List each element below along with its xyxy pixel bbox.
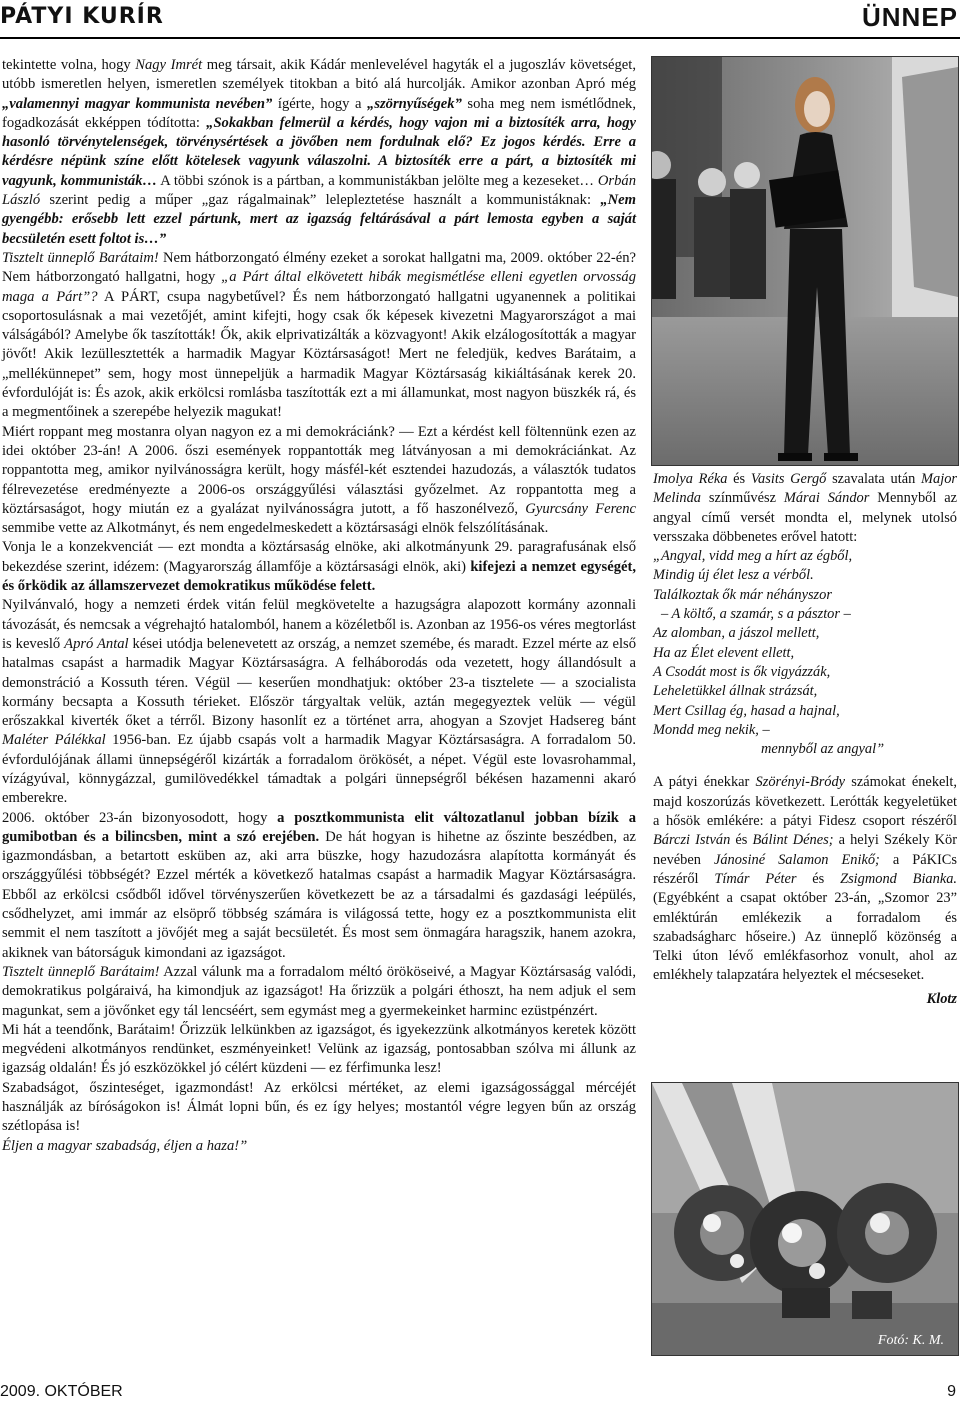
paragraph-3	[2, 423, 636, 539]
text: A pátyi énekkar	[653, 774, 756, 791]
poem-line: Mert Csillag ég, hasad a hajnal,	[653, 702, 840, 719]
report-body	[653, 773, 957, 985]
text: a PáKICs részéről	[653, 851, 958, 887]
paragraph-4	[2, 538, 636, 596]
text: számokat énekelt, majd koszorúzás következett. Lerótták kegyeletüket a hősök emlékére: a pátyi Fidesz csoport részéről	[653, 774, 957, 830]
paragraph-10	[2, 1137, 636, 1156]
person-name: Bálint Dénes;	[752, 832, 834, 849]
person-name: Gyurcsány Ferenc	[525, 500, 636, 517]
text: a helyi Székely Kör nevében	[653, 832, 958, 868]
photo-credit: Fotó: K. M.	[877, 1333, 944, 1348]
poem-line: Találkoztak ők már néhányszor	[653, 586, 832, 603]
section-title: ÜNNEP	[861, 2, 958, 32]
text: Mi hát a teendőnk, Barátaim! Őrizzük lelkünkben az igazságot, és igyekezzünk alkotmányos keretek között megvédeni alkotmányos rendünket, eszményeinket! Velünk az igazság, pontosabban szólva mi állunk az igazság oldalán! És jó eszközökkel jó célért küzdeni — ez férfimunka lesz!	[2, 1021, 636, 1077]
person-name: Jánosiné Salamon Enikő;	[713, 851, 880, 868]
text: meg társait, akik Kádár menlevelével hagyták el a jugoszláv követséget, utóbb ismeretlen helyen, ismeretlen személyek titokban a bitó alá hurcolják. Amikor azonban Apró még	[2, 57, 636, 93]
poem-line: Ha az Élet elevent ellett,	[653, 644, 795, 661]
quote: „valamennyi magyar kommunista nevében”	[2, 95, 273, 112]
text: Nyilvánvaló, hogy a nemzeti érdek vitán felül megkövetelte a hazugságra alapozott kormány azonnali távozását, és nemcsak a végrehajtó hatalomból, hanem a közéletből is. Azonban az 1956-os véres megtorlást is keveslő	[2, 597, 636, 652]
wreath-photo-image	[652, 1083, 958, 1355]
quote: „Nem gyengébb: erősebb lett ezzel pártunk, mert az igazság feltárásával a párt lemosta egyben a saját becsületén esett foltot is…”	[2, 192, 636, 247]
person-name: Szörényi-Bródy	[755, 774, 846, 791]
paragraph-5	[2, 596, 636, 808]
text: A PÁRT, csupa nagybetűvel? És nem hátborzongató hallgatni ugyanennek a politikai csoportosulásnak a mai vezetőjét, amint kifejti, hogy csak ők képesek kivezetni Magyarországot a mai válságából? Amelybe ők taszították! Ők, akik elprivatizálták a közvagyont! Akik elzálogosították a magyar jövőt! Akik lezüllesztették a harmadik Magyar Köztársaságot! Mert ne feledjük, kedves Barátaim, a „mellékünnepet” sem, hogy most ünnepeljük a harmadik Magyar Köztársaság kikiáltásának kerek 20. évfordulóját is: És azok, akik erkölcsi romlásba taszították ezt a mi államunkat, most nagyon büszkék rá, és a megmentőinek a szerepébe helyezik magukat!	[2, 288, 636, 421]
text: és	[727, 471, 751, 487]
text: (Egyébként a csapat október 23-án, „Szomor 23” emléktúrán emlékezik a forradalom és szabadságharc hőseire.) Az ünneplő közönség a Telki úton lévő emlékfasorhoz vonult, ahol az emlékhely talapzatára helyeztek el mécseseket.	[653, 890, 957, 984]
poem-line: Mondd meg nekik, –	[653, 721, 770, 738]
text: A többi szónok is a pártban, a kommunistákban jelölte meg a kezeseket…	[157, 172, 598, 189]
paragraph-8	[2, 1021, 636, 1079]
header-rule	[0, 37, 960, 39]
wreath-photo	[651, 1082, 959, 1356]
text: Nem hátborzongató élmény ezeket a sorokat hallgatni ma, 2009. október 22-én? Nem hátborzongató hallgatni, hogy	[2, 249, 637, 286]
text: 2006. október 23-án bizonyosodott, hogy	[2, 809, 278, 826]
person-name: Apró Antal	[64, 635, 129, 652]
text: szavalata után	[826, 471, 922, 487]
text: szerint pedig a műper „gaz rágalmainak” lelepleztetése használt a kommunistáknak:	[40, 192, 601, 209]
salutation: Tisztelt ünneplő Barátaim!	[2, 249, 159, 266]
poem-line: A Csodát most is ők vigyázzák,	[653, 663, 831, 680]
quote: „szörnyűségek”	[367, 95, 462, 112]
page-header	[0, 0, 960, 40]
text: tekintette volna, hogy	[2, 57, 136, 73]
person-name: Orbán László	[2, 172, 636, 209]
text: Vonja le a konzekvenciát — ezt mondta a köztársaság elnöke, aki alkotmányunk 29. paragrafusának első bekezdése szerint, idézem: (Magyarország államfője a köztársasági elnök, aki)	[2, 539, 636, 575]
text: színművész	[700, 490, 784, 507]
text: és	[796, 870, 841, 887]
salutation: Tisztelt ünneplő Barátaim!	[2, 963, 160, 980]
person-name: Nagy Imrét	[135, 57, 203, 73]
person-name: Imolya Réka	[653, 471, 728, 487]
text: kései utódja belenevetett az ország, a nemzet szemébe, és maradt. Ezzel mérte az első hatalmas csapást a harmadik Magyar Köztársaságra. A felháborodás oda vezetett, hogy állandósult a demonstráció a Kossuth téren. Végül — keserűen mondhatjuk: október 23-a tisztelete — a szocialista kormány becsapta a Kossuth térieket. Először tárgyaltak velük, aztán megegyeztek velük — végül erőszakkal kiverték őket a térről. Bizony hasonlít ez a történet arra, ahogyan a Szovjet Hadsereg bánt	[2, 635, 636, 730]
person-name: Bárczi István	[653, 832, 731, 849]
poem-line: Leheletükkel állnak strázsát,	[653, 683, 818, 700]
closing-quote: Éljen a magyar szabadság, éljen a haza!”	[2, 1137, 248, 1154]
paragraph-2	[2, 249, 636, 423]
poem-line: mennyből az angyal”	[761, 741, 885, 758]
poem-line: – A költő, a szamár, s a pásztor –	[661, 606, 851, 623]
text: Miért roppant meg mostanra olyan nagyon ez a mi demokráciánk? — Ezt a kérdést kell föltennünk ezen az idei október 23-án! A 2006. őszi események roppantották meg látványosan a mi demokráciánkat. Az roppantotta meg, amikor nyilvánosságra került, hogy másfél-két esztendei hazudozás, a választók tudatos félrevezetése eredményezte a 2006-os országgyűlési választási győzelmet. Az roppantotta meg a köztársaságot, hogy miután ez a gyalázat nyilvánosságra jutott, a fő haszonélvező,	[2, 423, 636, 517]
poem-stanza	[653, 547, 957, 759]
author-signature: Klotz	[926, 990, 957, 1007]
person-name: Zsigmond Bianka.	[840, 870, 958, 887]
page-number: 9	[947, 1383, 956, 1400]
paragraph-7	[2, 963, 636, 1021]
poem-line: „Angyal, vidd meg a hírt az égből,	[653, 548, 853, 565]
masthead-title: PÁTYI KURÍR	[0, 4, 164, 29]
person-name: Tímár Péter	[714, 870, 797, 887]
paragraph-1	[2, 56, 636, 249]
text: Mennyből az angyal című versét mondta el, melynek utolsó versszaka döbbenetes erővel hatott:	[653, 490, 957, 545]
text: Szabadságot, őszinteséget, igazmondást! Az erkölcsi mértéket, az elemi igazságossággal mércéjét használják az bíróságokon is! Álmát lopni bűn, és ez így helyes; mostantól végre legyen bűn az ország szétlopása is!	[2, 1079, 636, 1135]
issue-date: 2009. OKTÓBER	[0, 1383, 123, 1400]
event-report	[653, 470, 957, 1009]
quote: „Sokakban felmerül a kérdés, hogy vajon mi a biztosíték arra, hogy hasonló törvénytelenségek, törvénysértések a jövőben nem fordulnak elő? Ez jogos kérdés. Erre a kérdésre népünk színe előtt kötelesek vagyunk válaszolni. A biztosíték erre a párt, a biztosíték mi vagyunk, kommunisták…	[2, 114, 637, 189]
report-intro	[653, 470, 957, 547]
person-name: Vasits Gergő	[750, 471, 827, 487]
person-name: Márai Sándor	[783, 490, 870, 507]
quote: kifejezi a nemzet egységét, és őrködik az államszervezet demokratikus működése felett.	[2, 558, 636, 595]
poem-line: Az alomban, a jászol mellett,	[653, 625, 820, 642]
person-name: Maléter Pálékkal	[2, 732, 106, 749]
paragraph-9	[2, 1079, 636, 1137]
text: Azzal válunk ma a forradalom méltó örököseivé, a Magyar Köztársaság valódi, demokratikus polgáraivá, ha kimondjuk az igazságot! Ha őrizzük a polgári éthoszt, ha nem adjuk el sem magunkat, sem a jövőnket egy tál lencséért, sem egymást meg a gyermekeinket harminc ezüstpénzért.	[2, 963, 637, 1019]
text: ígérte, hogy a	[272, 95, 368, 112]
poem-line: Mindig új élet lesz a vérből.	[653, 567, 814, 584]
text: semmibe vette az Alkotmányt, és nem engedelmeskedett a köztársasági elnök felszólításának.	[2, 520, 549, 537]
text: soha meg nem ismétlődnek, fogadkozását ekképpen tódította:	[2, 95, 636, 131]
text: De hát hogyan is hihetne az őszinte beszédben, az igazmondásban, a betartott esküben az, aki arra büszke, hogy hazudozásra alapította kormányát és országgyűlési többségét? Ezzel mérték a következő hatalmas csapást a harmadik Magyar Köztársaságra. Ebből az erkölcsi csődből idővel törvényszerűen következett be az a társadalmi és gazdasági leépülés, csődhelyzet, ami immár az elsöprő többség számára is világossá tette, hogy ez a posztkommunista elit semmit el nem taszított a jövőjét meg a saját becsületét. És most sem önmagára haragszik, hanem azokra, akiknek van bátorságuk kimondani az igazságot.	[2, 828, 636, 961]
emphasis: a posztkommunista elit változatlanul jobban bízik a gumibotban és a bilincsben, mint a szó erejében.	[2, 809, 636, 845]
main-article	[2, 56, 636, 1156]
speaker-photo-image	[652, 57, 958, 465]
text: és	[730, 832, 753, 849]
person-name: Major Melinda	[653, 471, 957, 507]
paragraph-6	[2, 809, 636, 963]
speaker-photo	[651, 56, 959, 466]
text: 1956-ban. Ez újabb csapás volt a harmadik Magyar Köztársaságra. A forradalom 50. évfordulójának állami ünnepségéről kizárták a forradalom örökösét, a népet. Végül este lovasrohammal, vízágyúval, könnygázzal, gumilövedékkel támadtak a polgári ünnepségről békésen hazamenni akaró emberekre.	[2, 732, 636, 807]
quote: „a Párt által elkövetett hibák megismétlése elleni egyetlen orvosság maga a Párt”?	[2, 269, 636, 305]
